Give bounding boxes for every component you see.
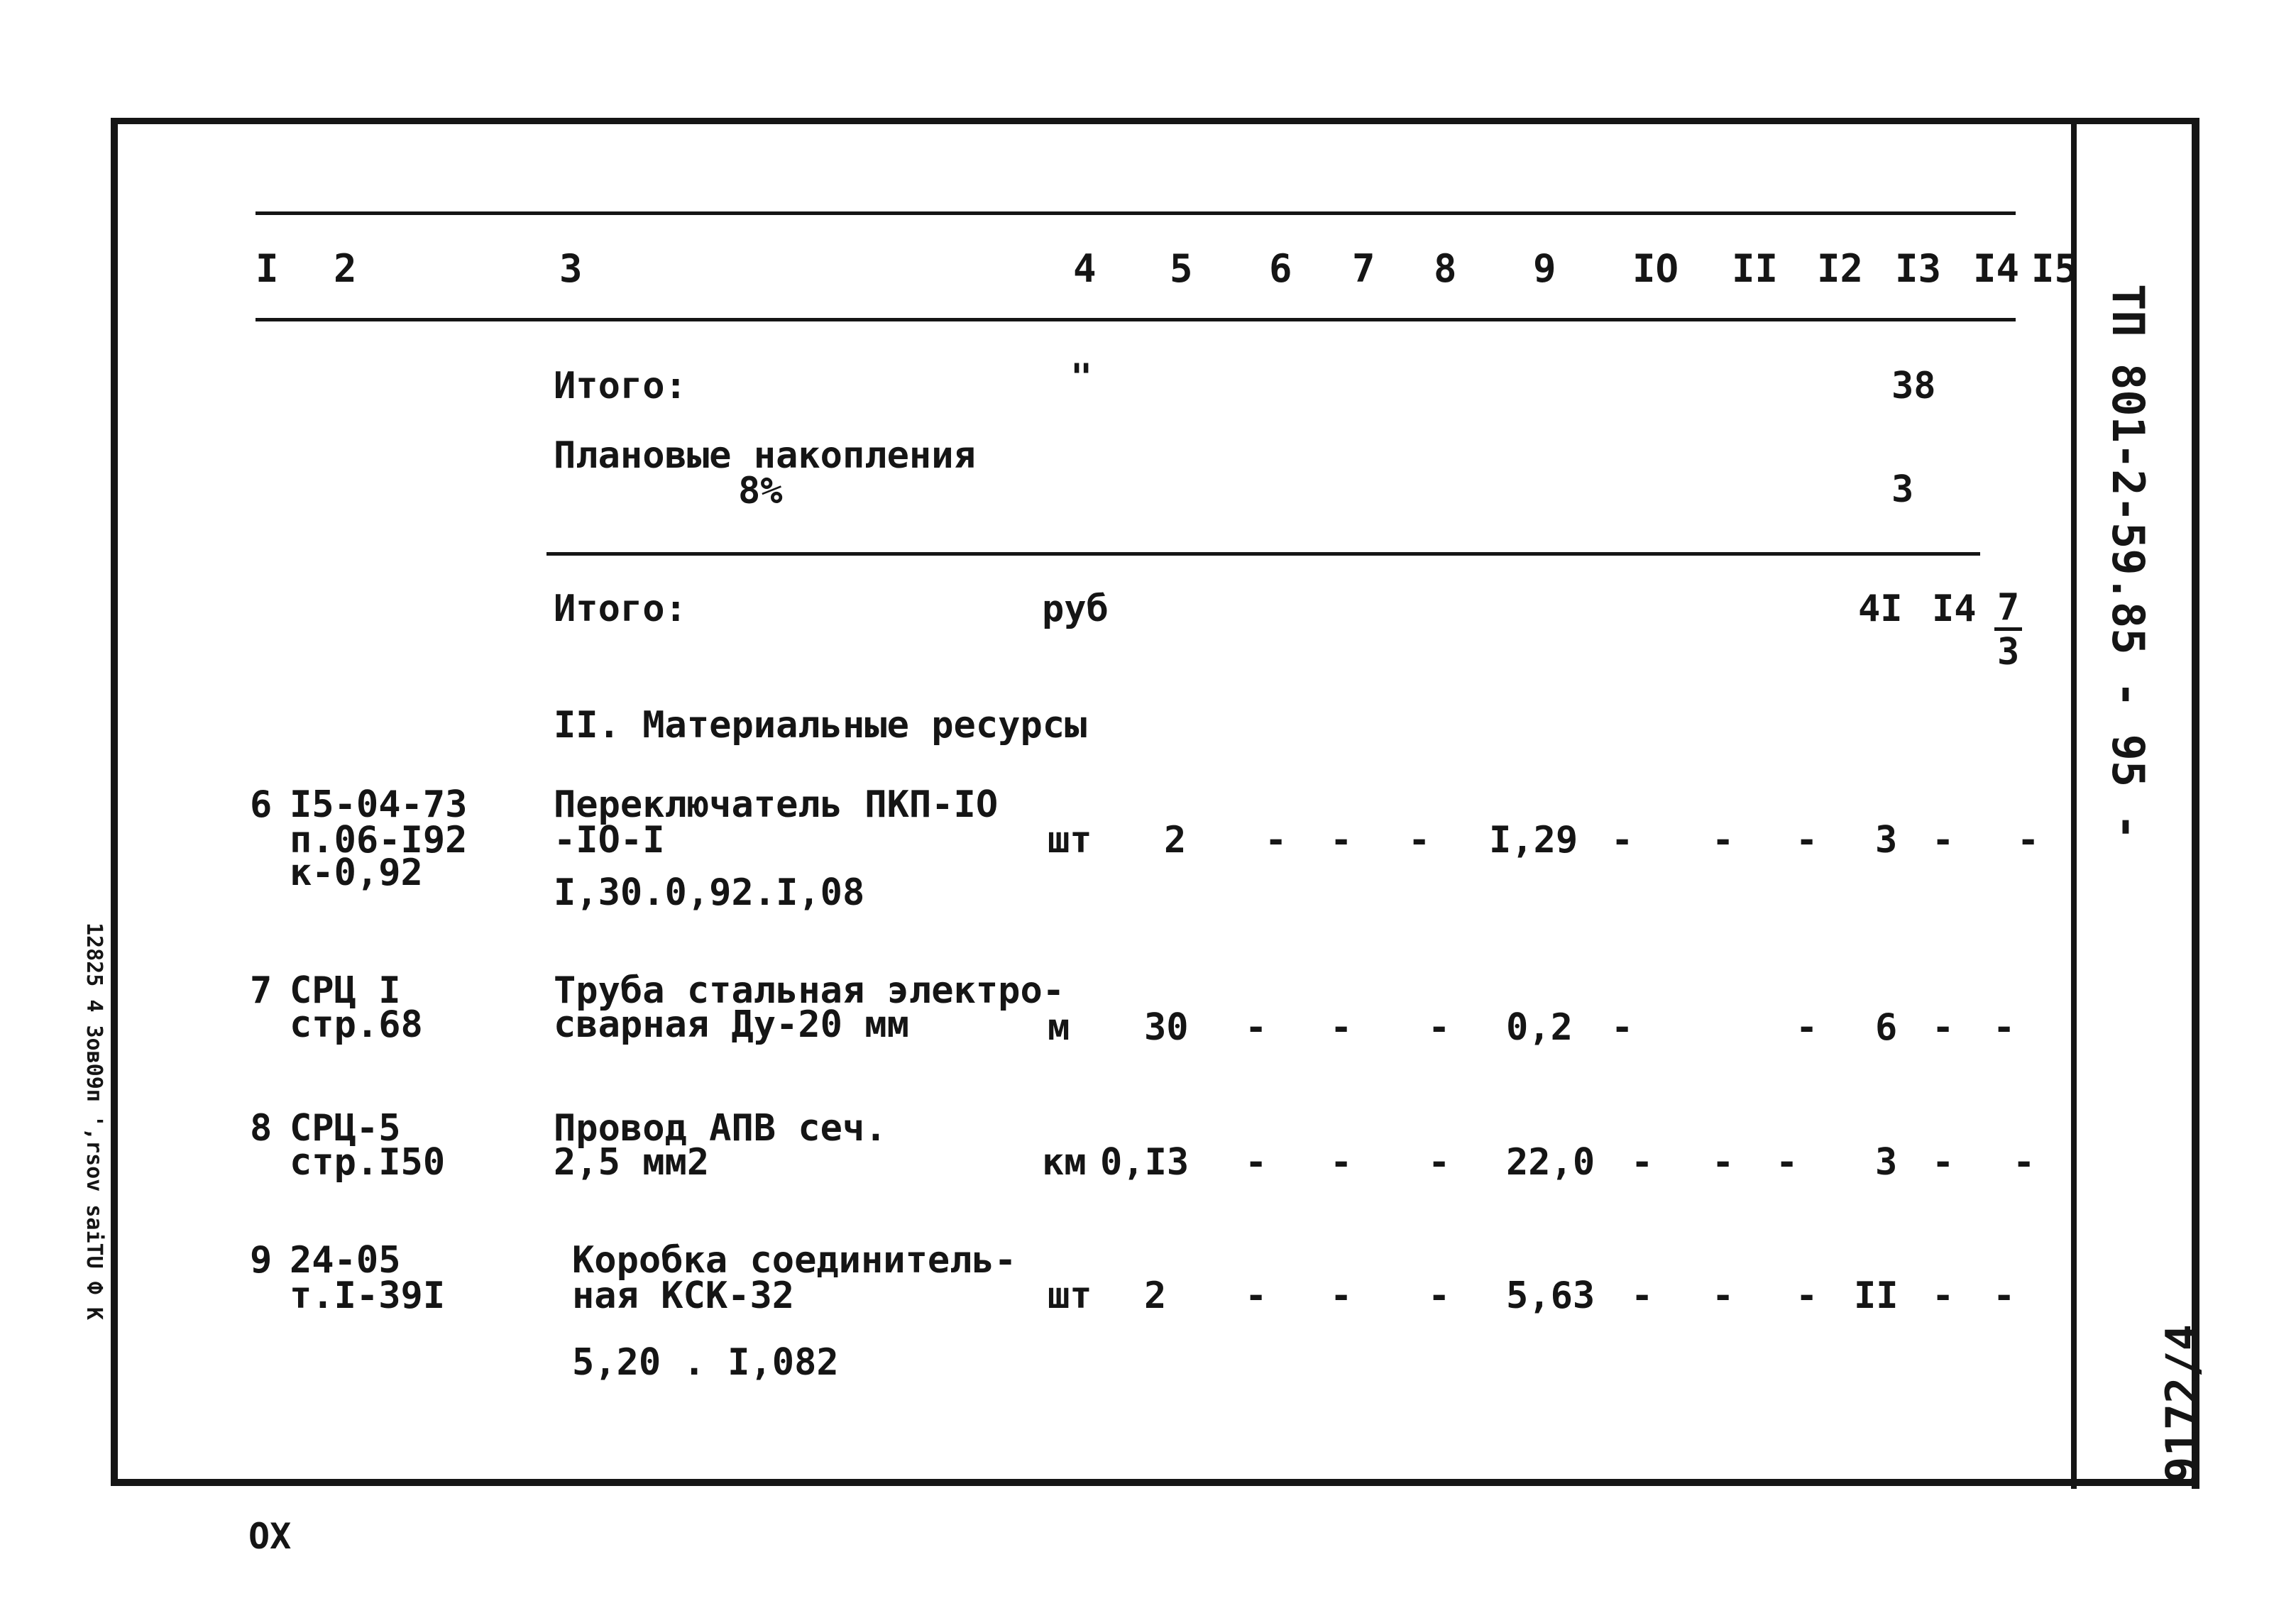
row-name-line: Труба стальная электро- xyxy=(554,969,1065,1012)
row-col14: - xyxy=(1932,1275,1955,1317)
subtotal-label: Итого: xyxy=(554,365,687,407)
fraction-numerator: 7 xyxy=(1994,589,2022,631)
row-col5: 2 xyxy=(1164,819,1187,862)
row-col15: - xyxy=(1993,1275,2016,1317)
row-code-line: т.I-39I xyxy=(290,1275,446,1317)
row-col9: 22,0 xyxy=(1506,1141,1595,1184)
row-col6: - xyxy=(1245,1006,1268,1049)
row-col12: - xyxy=(1796,819,1818,862)
total-unit: руб xyxy=(1042,588,1109,630)
row-col5: 30 xyxy=(1144,1006,1189,1049)
row-col14: - xyxy=(1932,1006,1955,1049)
row-code-line: к-0,92 xyxy=(290,852,423,894)
row-col8: - xyxy=(1428,1275,1451,1317)
frame-top-border xyxy=(111,118,2197,124)
row-col14: - xyxy=(1932,819,1955,862)
row-col5: 2 xyxy=(1144,1275,1167,1317)
row-col10: - xyxy=(1631,1275,1654,1317)
column-header: I5 xyxy=(2031,246,2078,291)
row-col13: 3 xyxy=(1875,819,1898,862)
row-unit: м xyxy=(1048,1006,1070,1049)
column-header: 3 xyxy=(559,246,583,291)
row-col9: 0,2 xyxy=(1506,1006,1573,1049)
row-col9: I,29 xyxy=(1489,819,1578,862)
row-code-line: СРЦ-5 xyxy=(290,1107,401,1150)
row-name-line: Коробка соединитель- xyxy=(572,1239,1017,1282)
planned-col13: 3 xyxy=(1891,468,1914,511)
row-col10: - xyxy=(1631,1141,1654,1184)
stamp-column-border xyxy=(2071,118,2077,1489)
row-col12: - xyxy=(1796,1006,1818,1049)
bottom-mark: OX xyxy=(248,1516,292,1557)
row-col11: - xyxy=(1712,1275,1735,1317)
row-col15: - xyxy=(1993,1006,2016,1049)
frame-right-border xyxy=(2192,118,2199,1489)
planned-percent: 8% xyxy=(738,470,783,512)
row-code-line: п.06-I92 xyxy=(290,819,468,862)
planned-label: Плановые накопления xyxy=(554,434,976,477)
row-code-line: I5-04-73 xyxy=(290,783,468,826)
total-label: Итого: xyxy=(554,588,687,630)
total-col14: I4 xyxy=(1932,588,1977,630)
column-header: I2 xyxy=(1817,246,1864,291)
row-col7: - xyxy=(1330,819,1353,862)
row-col6: - xyxy=(1245,1141,1268,1184)
row-number: 6 xyxy=(250,783,273,826)
row-name-line: ная КСК-32 xyxy=(572,1275,795,1317)
fraction-denominator: 3 xyxy=(1997,631,2020,673)
row-col6: - xyxy=(1245,1275,1268,1317)
subtotal-rule xyxy=(546,552,1980,556)
row-col13: 3 xyxy=(1875,1141,1898,1184)
row-col10: - xyxy=(1611,1006,1634,1049)
row-col15: - xyxy=(2013,1141,2036,1184)
row-extra: 5,20 . I,082 xyxy=(572,1341,839,1384)
row-code-line: СРЦ I xyxy=(290,969,401,1012)
margin-stamp: 12825 4 Зов09п ',rsov saiTU Ф K xyxy=(82,923,106,1320)
row-code-line: 24-05 xyxy=(290,1239,401,1282)
row-number: 7 xyxy=(250,969,273,1012)
row-name-line: 2,5 мм2 xyxy=(554,1141,710,1184)
row-unit: шт xyxy=(1048,1275,1092,1317)
frame-left-border xyxy=(111,121,118,1485)
column-header: II xyxy=(1732,246,1779,291)
header-bottom-rule xyxy=(256,318,2016,321)
column-header: 4 xyxy=(1073,246,1097,291)
column-header: 7 xyxy=(1352,246,1375,291)
section-title: II. Материальные ресурсы xyxy=(554,704,1087,747)
row-name-line: -IO-I xyxy=(554,819,665,862)
row-col8: - xyxy=(1428,1006,1451,1049)
row-unit: шт xyxy=(1048,819,1092,862)
row-col7: - xyxy=(1330,1006,1353,1049)
column-header: I4 xyxy=(1973,246,2020,291)
total-col15-fraction xyxy=(1994,586,2022,673)
column-header: IO xyxy=(1632,246,1679,291)
row-name-line: Провод АПВ сеч. xyxy=(554,1107,887,1150)
header-top-rule xyxy=(256,211,2016,215)
row-code-line: стр.68 xyxy=(290,1003,423,1046)
row-col13: 6 xyxy=(1875,1006,1898,1049)
column-header: 9 xyxy=(1533,246,1556,291)
row-col8: - xyxy=(1408,819,1431,862)
row-col7: - xyxy=(1330,1141,1353,1184)
row-col15: - xyxy=(2017,819,2040,862)
row-name-line: сварная Ду-20 мм xyxy=(554,1003,909,1046)
row-col8: - xyxy=(1428,1141,1451,1184)
row-col12: - xyxy=(1776,1141,1798,1184)
row-number: 9 xyxy=(250,1239,273,1282)
row-unit: км xyxy=(1042,1141,1087,1184)
row-col11: - xyxy=(1712,1141,1735,1184)
sheet-number: 9172/4 xyxy=(2156,1324,2208,1483)
subtotal-unit: " xyxy=(1070,356,1093,399)
subtotal-col13: 38 xyxy=(1891,365,1936,407)
column-header: I3 xyxy=(1895,246,1942,291)
row-number: 8 xyxy=(250,1107,273,1150)
frame-bottom-border xyxy=(111,1479,2197,1486)
document-code: ТП 801-2-59.85 - 95 - xyxy=(2102,284,2154,840)
row-col11: - xyxy=(1712,819,1735,862)
row-col9: 5,63 xyxy=(1506,1275,1595,1317)
row-extra: I,30.0,92.I,08 xyxy=(554,871,865,914)
column-header: 2 xyxy=(334,246,357,291)
row-col12: - xyxy=(1796,1275,1818,1317)
row-col10: - xyxy=(1611,819,1634,862)
total-col13: 4I xyxy=(1858,588,1903,630)
column-header: I xyxy=(256,246,279,291)
row-col13: II xyxy=(1854,1275,1899,1317)
column-header: 5 xyxy=(1170,246,1193,291)
row-name-line: Переключатель ПКП-IO xyxy=(554,783,999,826)
column-header: 8 xyxy=(1434,246,1457,291)
row-col5: 0,I3 xyxy=(1100,1141,1190,1184)
row-code-line: стр.I50 xyxy=(290,1141,446,1184)
row-col6: - xyxy=(1265,819,1287,862)
row-col7: - xyxy=(1330,1275,1353,1317)
column-header: 6 xyxy=(1269,246,1292,291)
row-col14: - xyxy=(1932,1141,1955,1184)
